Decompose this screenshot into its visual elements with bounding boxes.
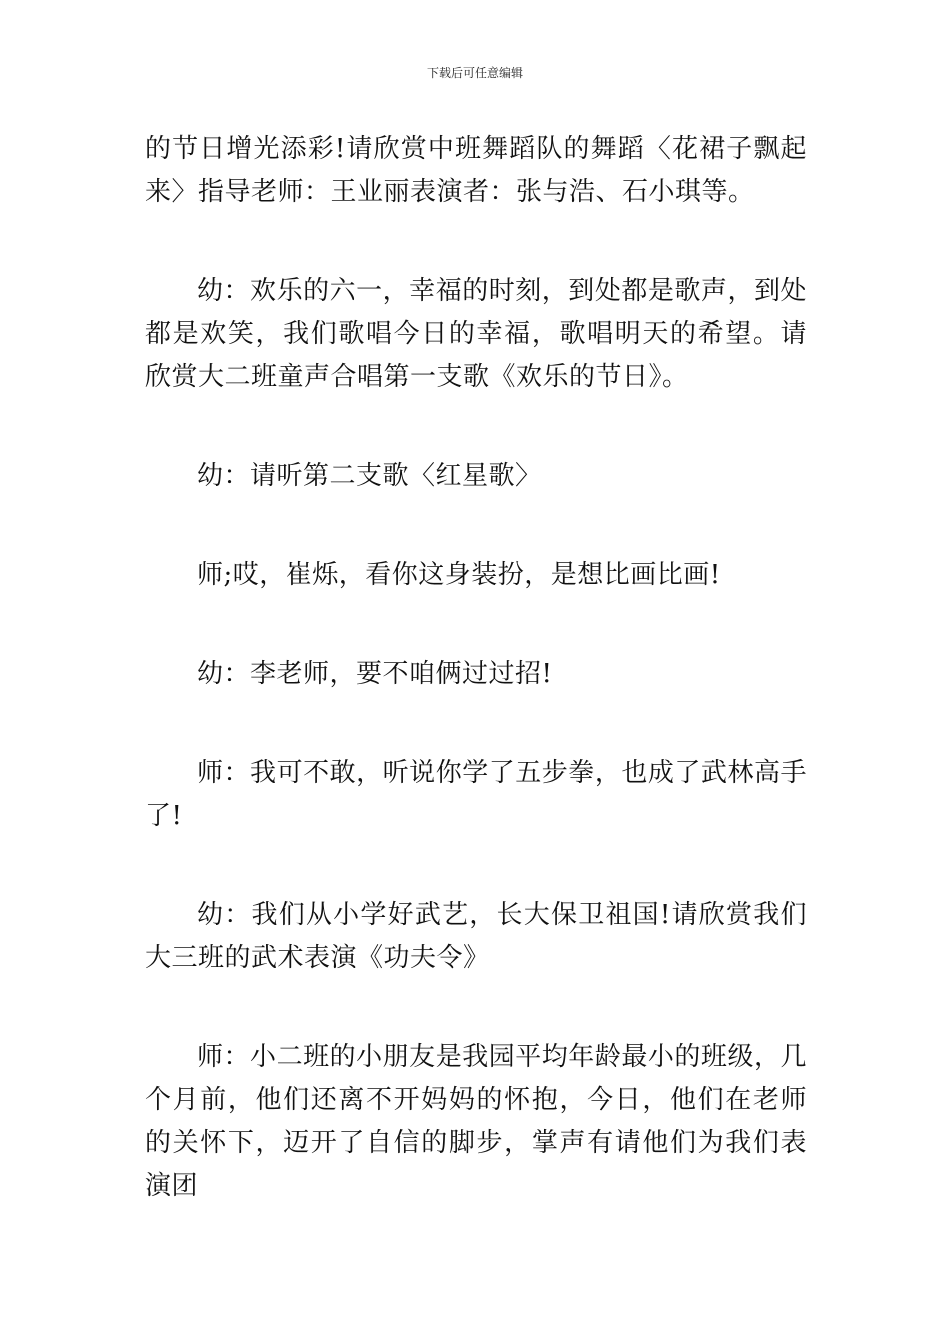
paragraph-4: 师;哎，崔烁，看你这身装扮，是想比画比画! [197, 560, 721, 590]
paragraph-7: 幼：我们从小学好武艺，长大保卫祖国!请欣赏我们大三班的武术表演《功夫令》 [145, 900, 807, 973]
paragraph-5: 幼：李老师，要不咱俩过过招! [197, 659, 553, 689]
paragraph-6: 师：我可不敢，听说你学了五步拳，也成了武林高手了! [145, 758, 807, 831]
paragraph-1: 的节日增光添彩!请欣赏中班舞蹈队的舞蹈〈花裙子飘起来〉指导老师：王业丽表演者：张与浩、石小琪等。 [145, 134, 807, 207]
paragraph-8: 师：小二班的小朋友是我园平均年龄最小的班级，几个月前，他们还离不开妈妈的怀抱，今日，他们在老师的关怀下，迈开了自信的脚步，掌声有请他们为我们表演团 [145, 1042, 807, 1201]
page-header-note: 下载后可任意编辑 [426, 66, 523, 80]
document-body [145, 128, 807, 1264]
paragraph-2: 幼：欢乐的六一，幸福的时刻，到处都是歌声，到处都是欢笑，我们歌唱今日的幸福，歌唱明天的希望。请欣赏大二班童声合唱第一支歌《欢乐的节日》。 [145, 276, 807, 392]
paragraph-3: 幼：请听第二支歌〈红星歌〉 [197, 461, 542, 491]
